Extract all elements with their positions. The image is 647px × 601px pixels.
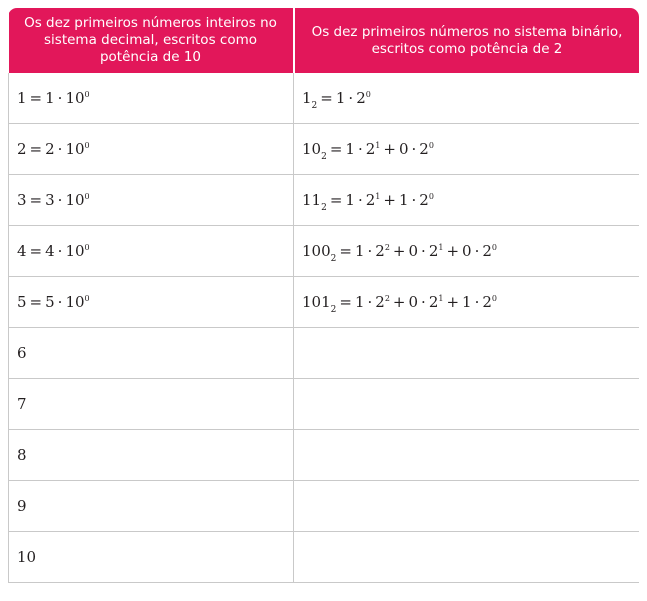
binary-cell — [294, 481, 640, 532]
binary-subscript: 2 — [311, 101, 318, 111]
decimal-coefficient: 2 — [45, 140, 55, 158]
plus-sign: + — [383, 140, 396, 158]
decimal-cell — [9, 73, 294, 124]
term-exponent: 2 — [384, 243, 390, 252]
powers-table — [8, 8, 639, 583]
times-sign: · — [474, 293, 480, 311]
equals-sign: = — [29, 293, 43, 311]
binary-subscript: 2 — [330, 305, 337, 315]
decimal-coefficient: 4 — [45, 242, 55, 260]
times-sign: · — [57, 89, 63, 107]
header-row — [9, 8, 640, 73]
times-sign: · — [57, 293, 63, 311]
table-row — [9, 73, 640, 124]
binary-number: 11 — [302, 191, 322, 209]
header-decimal: Os dez primeiros números inteiros no sistema decimal, escritos como potência de 10 — [9, 8, 294, 73]
term-coefficient: 1 — [462, 293, 472, 311]
term-exponent: 0 — [491, 294, 498, 303]
binary-number: 1 — [302, 89, 312, 107]
decimal-coefficient: 1 — [45, 89, 55, 107]
equals-sign: = — [329, 191, 343, 209]
term-coefficient: 1 — [354, 293, 365, 311]
times-sign: · — [421, 293, 426, 311]
times-sign: · — [411, 191, 417, 209]
decimal-coefficient: 5 — [45, 293, 55, 311]
equals-sign: = — [339, 242, 352, 260]
decimal-base: 10 — [65, 242, 85, 260]
table-row — [9, 277, 640, 328]
term-exponent: 0 — [428, 192, 434, 201]
equals-sign: = — [320, 89, 333, 107]
plus-sign: + — [383, 191, 396, 209]
decimal-exponent: 0 — [84, 141, 90, 150]
times-sign: · — [421, 242, 426, 260]
binary-cell — [294, 277, 640, 328]
binary-subscript: 2 — [321, 152, 327, 162]
table-row — [9, 379, 640, 430]
term-base: 2 — [419, 191, 429, 209]
decimal-number: 4 — [17, 242, 27, 260]
plus-sign: + — [392, 242, 406, 260]
decimal-cell — [9, 175, 294, 226]
term-coefficient: 0 — [398, 140, 409, 158]
decimal-number: 2 — [17, 140, 27, 158]
term-base: 2 — [356, 89, 366, 107]
binary-number: 10 — [302, 140, 322, 158]
term-base: 2 — [482, 293, 492, 311]
decimal-cell — [9, 481, 294, 532]
binary-cell — [294, 532, 640, 583]
decimal-number: 3 — [17, 191, 27, 209]
decimal-cell — [9, 328, 294, 379]
term-coefficient: 1 — [345, 191, 355, 209]
equals-sign: = — [29, 89, 43, 107]
decimal-number: 10 — [17, 548, 37, 566]
term-base: 2 — [428, 242, 439, 260]
powers-table-container — [8, 8, 639, 583]
equals-sign: = — [29, 140, 43, 158]
term-exponent: 0 — [428, 141, 434, 150]
plus-sign: + — [392, 293, 406, 311]
term-exponent: 1 — [438, 294, 444, 303]
times-sign: · — [367, 242, 373, 260]
table-row — [9, 124, 640, 175]
equals-sign: = — [339, 293, 352, 311]
decimal-cell — [9, 379, 294, 430]
table-body — [9, 73, 640, 583]
decimal-base: 10 — [65, 140, 85, 158]
binary-subscript: 2 — [321, 203, 327, 213]
binary-cell — [294, 226, 640, 277]
table-row — [9, 481, 640, 532]
header-binary: Os dez primeiros números no sistema binário, escritos como potência de 2 — [294, 8, 640, 73]
equals-sign: = — [29, 191, 43, 209]
times-sign: · — [57, 242, 63, 260]
binary-cell — [294, 73, 640, 124]
table-row — [9, 175, 640, 226]
decimal-number: 1 — [17, 89, 27, 107]
decimal-exponent: 0 — [84, 90, 90, 99]
times-sign: · — [367, 293, 373, 311]
decimal-cell — [9, 277, 294, 328]
term-coefficient: 1 — [354, 242, 365, 260]
decimal-cell — [9, 124, 294, 175]
term-base: 2 — [375, 293, 385, 311]
decimal-base: 10 — [65, 191, 85, 209]
binary-number: 101 — [302, 293, 331, 311]
decimal-base: 10 — [65, 293, 85, 311]
decimal-exponent: 0 — [84, 192, 90, 201]
decimal-number: 5 — [17, 293, 27, 311]
plus-sign: + — [446, 242, 460, 260]
term-base: 2 — [482, 242, 492, 260]
binary-cell — [294, 430, 640, 481]
term-base: 2 — [365, 140, 376, 158]
times-sign: · — [348, 89, 354, 107]
term-coefficient: 0 — [408, 242, 419, 260]
times-sign: · — [357, 140, 363, 158]
decimal-cell — [9, 430, 294, 481]
binary-subscript: 2 — [330, 254, 337, 264]
table-row — [9, 226, 640, 277]
binary-number: 100 — [302, 242, 331, 260]
decimal-coefficient: 3 — [45, 191, 55, 209]
decimal-cell — [9, 226, 294, 277]
binary-cell — [294, 379, 640, 430]
term-base: 2 — [365, 191, 376, 209]
term-base: 2 — [428, 293, 439, 311]
term-exponent: 1 — [375, 192, 381, 201]
term-coefficient: 0 — [408, 293, 419, 311]
binary-cell — [294, 175, 640, 226]
decimal-exponent: 0 — [84, 243, 90, 252]
term-coefficient: 1 — [398, 191, 409, 209]
decimal-number: 6 — [17, 344, 27, 362]
term-base: 2 — [375, 242, 385, 260]
times-sign: · — [357, 191, 363, 209]
term-exponent: 1 — [438, 243, 444, 252]
equals-sign: = — [329, 140, 343, 158]
times-sign: · — [474, 242, 480, 260]
decimal-cell — [9, 532, 294, 583]
table-row — [9, 430, 640, 481]
table-row — [9, 532, 640, 583]
term-exponent: 2 — [384, 294, 390, 303]
term-coefficient: 1 — [345, 140, 355, 158]
decimal-exponent: 0 — [84, 294, 90, 303]
binary-cell — [294, 124, 640, 175]
table-row — [9, 328, 640, 379]
decimal-number: 9 — [17, 497, 27, 515]
times-sign: · — [57, 191, 63, 209]
term-exponent: 1 — [375, 141, 381, 150]
term-coefficient: 0 — [462, 242, 472, 260]
times-sign: · — [57, 140, 63, 158]
term-exponent: 0 — [365, 90, 371, 99]
decimal-number: 8 — [17, 446, 27, 464]
times-sign: · — [411, 140, 417, 158]
binary-cell — [294, 328, 640, 379]
term-base: 2 — [419, 140, 429, 158]
term-exponent: 0 — [491, 243, 498, 252]
decimal-number: 7 — [17, 395, 27, 413]
term-coefficient: 1 — [335, 89, 346, 107]
plus-sign: + — [446, 293, 460, 311]
equals-sign: = — [29, 242, 43, 260]
decimal-base: 10 — [65, 89, 85, 107]
